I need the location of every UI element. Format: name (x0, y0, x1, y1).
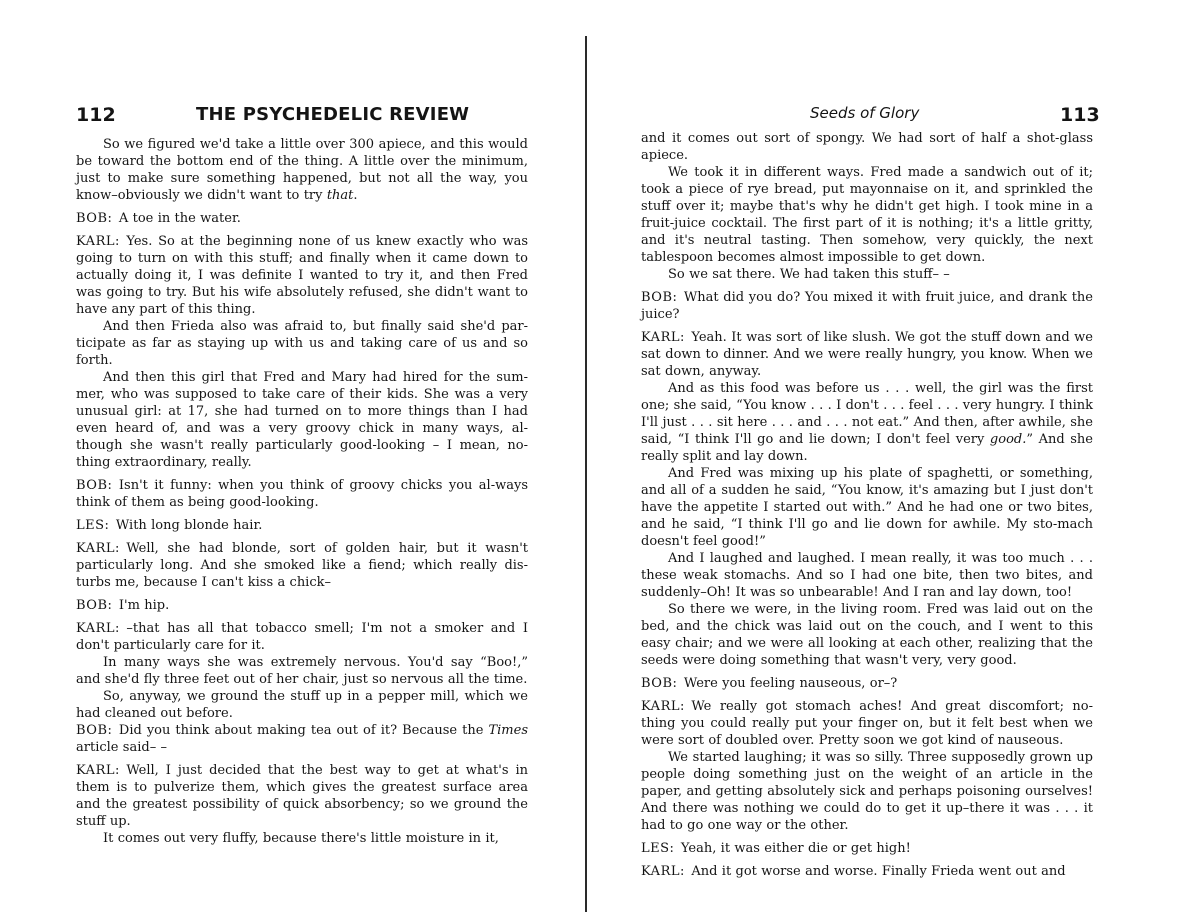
left-running-head: THE PSYCHEDELIC REVIEW (196, 104, 470, 125)
paragraph (76, 517, 528, 534)
paragraph-text: Did you think about making tea out of it? Because the (118, 723, 489, 738)
left-page-number: 112 (76, 104, 116, 126)
paragraph-text: What did you do? You mixed it with fruit juice, and drank the juice? (641, 290, 1093, 322)
paragraph (641, 289, 1093, 323)
paragraph (76, 762, 528, 830)
paragraph (76, 688, 528, 722)
paragraph (641, 164, 1093, 266)
speaker-label: BOB: (76, 723, 113, 738)
speaker-label: KARL: (641, 330, 685, 345)
paragraph-text: We started laughing; it was so silly. Three supposedly grown up people doing something just on the weight of an article in the paper, and getting absolutely sick and perhaps poisoning ourselves! And there was nothing we could do to get it up–there it was . . . it had to go one way or the other. (641, 750, 1093, 833)
book-gutter (585, 36, 587, 912)
paragraph-text: In many ways she was extremely nervous. You'd say “Boo!,” and she'd fly three feet out of her chair, just so nervous all the time. (76, 655, 528, 687)
paragraph-text: So we sat there. We had taken this stuff– – (668, 267, 950, 282)
paragraph (76, 620, 528, 654)
left-page (0, 0, 585, 912)
paragraph-text: Were you feeling nauseous, or–? (683, 676, 898, 691)
left-body-text (76, 136, 528, 847)
paragraph (76, 540, 528, 591)
paragraph-text: With long blonde hair. (115, 518, 263, 533)
paragraph-text: and it comes out sort of spongy. We had sort of half a shot-glass apiece. (641, 131, 1093, 163)
speaker-label: KARL: (76, 234, 120, 249)
paragraph-text: Yeah, it was either die or get high! (680, 841, 911, 856)
speaker-label: KARL: (641, 864, 685, 879)
speaker-label: BOB: (641, 290, 678, 305)
speaker-label: KARL: (76, 541, 120, 556)
paragraph-text: And Fred was mixing up his plate of spaghetti, or something, and all of a sudden he said, “You know, it's amazing but I just don't have the appetite I started out with.” And he had one or two bites, and he said, “I think I'll go and lie down for awhile. My sto-mach doesn't feel good!” (641, 466, 1093, 549)
paragraph (76, 136, 528, 204)
paragraph-text: So there we were, in the living room. Fred was laid out on the bed, and the chick was laid out on the couch, and I went to this easy chair; and we were all looking at each other, realizing that the seeds were doing something that wasn't very, very good. (641, 602, 1093, 668)
paragraph-text: And it got worse and worse. Finally Frieda went out and (691, 864, 1066, 879)
speaker-label: KARL: (76, 763, 120, 778)
paragraph-text: Isn't it funny: when you think of groovy chicks you al-ways think of them as being good-looking. (76, 478, 528, 510)
paragraph-text: And as this food was before us . . . well, the girl was the first one; she said, “You know . . . I don't . . . feel . . . very hungry. I think I'll just . . . sit here . . . and . . . not eat.” And then, after awhile, she said, “I think I'll go and lie down; I don't feel very (641, 381, 1093, 447)
paragraph (641, 130, 1093, 164)
paragraph-text: And then this girl that Fred and Mary had hired for the sum-mer, who was supposed to take care of their kids. She was a very unusual girl: at 17, she had turned on to more things than I had even heard of, and was a very groovy chick in many ways, al-though she wasn't really particularly good-looking – I mean, no-thing extraordinary, really. (76, 370, 528, 470)
paragraph-text: And I laughed and laughed. I mean really, it was too much . . . these weak stomachs. And so I had one bite, then two bites, and suddenly–Oh! It was so unbearable! And I ran and lay down, too! (641, 551, 1093, 600)
paragraph-text: –that has all that tobacco smell; I'm not a smoker and I don't particularly care for it. (76, 621, 528, 653)
paragraph (76, 210, 528, 227)
speaker-label: BOB: (76, 211, 113, 226)
paragraph-text: Well, she had blonde, sort of golden hair, but it wasn't particularly long. And she smoked like a fiend; which really dis-turbs me, because I can't kiss a chick– (76, 541, 528, 590)
right-page (588, 0, 1184, 912)
paragraph (641, 550, 1093, 601)
paragraph-text: Well, I just decided that the best way to get at what's in them is to pulverize them, which gives the greatest surface area and the greatest possibility of quick absorbency; so we ground the stuff up. (76, 763, 528, 829)
paragraph-text: Yeah. It was sort of like slush. We got the stuff down and we sat down to dinner. And we were really hungry, you know. When we sat down, anyway. (641, 330, 1093, 379)
paragraph-tail: . (353, 188, 358, 203)
right-body-text (641, 130, 1093, 880)
speaker-label: LES: (76, 518, 110, 533)
paragraph-text: So we figured we'd take a little over 300 apiece, and this would be toward the bottom end of the thing. A little over the minimum, just to make sure something happened, but not all the way, you know–obviously we didn't want to try (76, 137, 528, 203)
paragraph (641, 840, 1093, 857)
paragraph (641, 675, 1093, 692)
paragraph-text: We really got stomach aches! And great discomfort; no-thing you could really put your finger on, but it felt best when we were sort of doubled over. Pretty soon we got kind of nauseous. (641, 699, 1093, 748)
emphasis-text: Times (488, 723, 528, 738)
paragraph (76, 233, 528, 318)
paragraph (641, 380, 1093, 465)
paragraph-tail: ” And she really split and lay down. (641, 432, 1093, 464)
paragraph (76, 369, 528, 471)
paragraph-text: Yes. So at the beginning none of us knew exactly who was going to turn on with this stuff; and finally when it came down to actually doing it, I was definite I wanted to try it, and then Fred was going to try. But his wife absolutely refused, she didn't want to have any part of this thing. (76, 234, 528, 317)
paragraph-tail: article said– – (76, 740, 168, 755)
paragraph-text: It comes out very fluffy, because there's little moisture in it, (103, 831, 499, 846)
paragraph (76, 654, 528, 688)
paragraph (76, 597, 528, 614)
paragraph (641, 266, 1093, 283)
paragraph (76, 830, 528, 847)
paragraph (641, 749, 1093, 834)
paragraph-text: A toe in the water. (118, 211, 241, 226)
paragraph (76, 477, 528, 511)
emphasis-text: that (326, 188, 354, 203)
speaker-label: BOB: (76, 598, 113, 613)
paragraph (641, 329, 1093, 380)
right-running-head: Seeds of Glory (810, 104, 920, 122)
paragraph (641, 465, 1093, 550)
speaker-label: KARL: (76, 621, 120, 636)
paragraph-text: I'm hip. (118, 598, 170, 613)
paragraph (641, 601, 1093, 669)
speaker-label: BOB: (76, 478, 113, 493)
paragraph-text: So, anyway, we ground the stuff up in a pepper mill, which we had cleaned out before. (76, 689, 528, 721)
speaker-label: KARL: (641, 699, 685, 714)
paragraph (76, 722, 528, 756)
right-page-number: 113 (1060, 104, 1100, 126)
paragraph (76, 318, 528, 369)
emphasis-text: good. (989, 432, 1027, 447)
speaker-label: BOB: (641, 676, 678, 691)
paragraph-text: And then Frieda also was afraid to, but finally said she'd par-ticipate as far as staying up with us and taking care of us and so forth. (76, 319, 528, 368)
paragraph (641, 863, 1093, 880)
paragraph-text: We took it in different ways. Fred made a sandwich out of it; took a piece of rye bread, put mayonnaise on it, and sprinkled the stuff over it; maybe that's why he didn't get high. I took mine in a fruit-juice cocktail. The first part of it is nothing; it's a little gritty, and it's neutral tasting. Then somehow, very quickly, the next tablespoon becomes almost impossible to get down. (641, 165, 1093, 265)
speaker-label: LES: (641, 841, 675, 856)
paragraph (641, 698, 1093, 749)
